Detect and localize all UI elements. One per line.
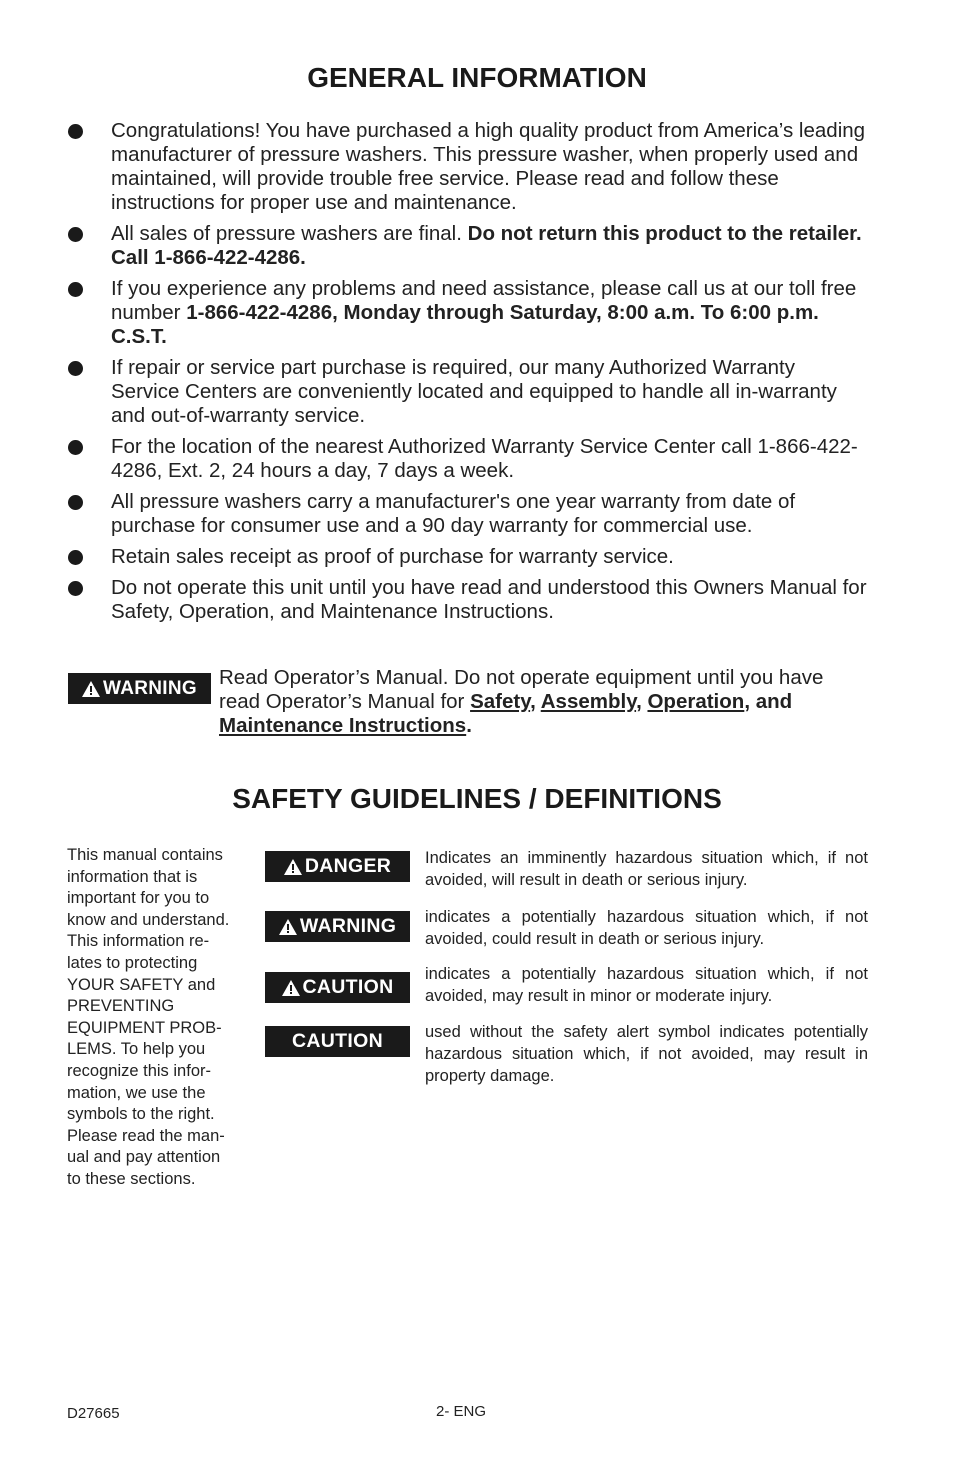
bullet-icon <box>68 227 83 242</box>
bullet-icon <box>68 495 83 510</box>
bullet-icon <box>68 361 83 376</box>
bullet-icon <box>68 282 83 297</box>
caution-badge: CAUTION <box>265 972 410 1003</box>
page-title: GENERAL INFORMATION <box>307 62 647 93</box>
bullet-icon <box>68 581 83 596</box>
doc-number: D27665 <box>67 1405 120 1422</box>
list-item: Retain sales receipt as proof of purchase for warranty service. <box>68 545 868 569</box>
list-item: If you experience any problems and need assistance, please call us at our toll free number 1-866-422-4286, Monday through Saturday, 8:00 a.m. To 6:00 p.m. C.S.T. <box>68 277 868 349</box>
alert-triangle-icon <box>279 919 297 935</box>
alert-triangle-icon <box>282 980 300 996</box>
bullet-icon <box>68 440 83 455</box>
warning-badge: WARNING <box>265 911 410 942</box>
operation-link: Operation <box>647 690 745 713</box>
list-item: All pressure washers carry a manufacturer's one year warranty from date of purchase for consumer use and a 90 day warranty for commercial use. <box>68 490 868 538</box>
caution-definition: indicates a potentially hazardous situation which, if not avoided, may result in minor or moderate injury. <box>425 965 868 1005</box>
page-number: 2- ENG <box>436 1403 487 1420</box>
alert-triangle-icon <box>284 859 302 875</box>
list-item: If repair or service part purchase is required, our many Authorized Warranty Service Centers are conveniently located and equipped to handle all in-warranty and out-of-warranty service. <box>68 356 868 428</box>
warning-definition: indicates a potentially hazardous situation which, if not avoided, could result in death or serious injury. <box>425 908 868 948</box>
danger-badge: DANGER <box>265 851 410 882</box>
safety-link: Safety <box>470 690 531 713</box>
list-item: Do not operate this unit until you have read and understood this Owners Manual for Safety, Operation, and Maintenance Instructions. <box>68 576 868 624</box>
danger-definition: Indicates an imminently hazardous situation which, if not avoided, will result in death or serious injury. <box>425 849 868 889</box>
section-title: SAFETY GUIDELINES / DEFINITIONS <box>232 783 722 814</box>
list-item: All sales of pressure washers are final. Do not return this product to the retailer. Call 1-866-422-4286. <box>68 222 868 270</box>
assembly-link: Assembly <box>540 690 637 713</box>
warning-badge: WARNING <box>68 673 211 704</box>
bullet-icon <box>68 124 83 139</box>
intro-text: This manual contains information that is important for you to know and understand. This information re- lates to protecting YOUR SAFETY and PREVENTING EQUIPMENT PROB- LEMS. To help you recognize this infor- mation, we use the symbols to the right. Please read the man- ual and pay attention to these sections. <box>67 846 230 1188</box>
general-info-list <box>68 119 868 631</box>
list-item: Congratulations! You have purchased a high quality product from America’s leading manufacturer of pressure washers. This pressure washer, when properly used and maintained, will provide trouble free service. Please read and follow these instructions for proper use and maintenance. <box>68 119 868 215</box>
warning-text: Read Operator’s Manual. Do not operate equipment until you have read Operator’s Manual for Safety, Assembly, Operation, and Maintenance Instructions. <box>219 666 824 737</box>
caution-no-symbol-badge: CAUTION <box>265 1026 410 1057</box>
caution-no-symbol-definition: used without the safety alert symbol indicates potentially hazardous situation which, if not avoided, may result in property damage. <box>425 1023 868 1085</box>
bullet-icon <box>68 550 83 565</box>
alert-triangle-icon <box>82 681 100 697</box>
list-item: For the location of the nearest Authorized Warranty Service Center call 1-866-422-4286, Ext. 2, 24 hours a day, 7 days a week. <box>68 435 868 483</box>
maintenance-link: Maintenance Instructions <box>219 714 467 737</box>
